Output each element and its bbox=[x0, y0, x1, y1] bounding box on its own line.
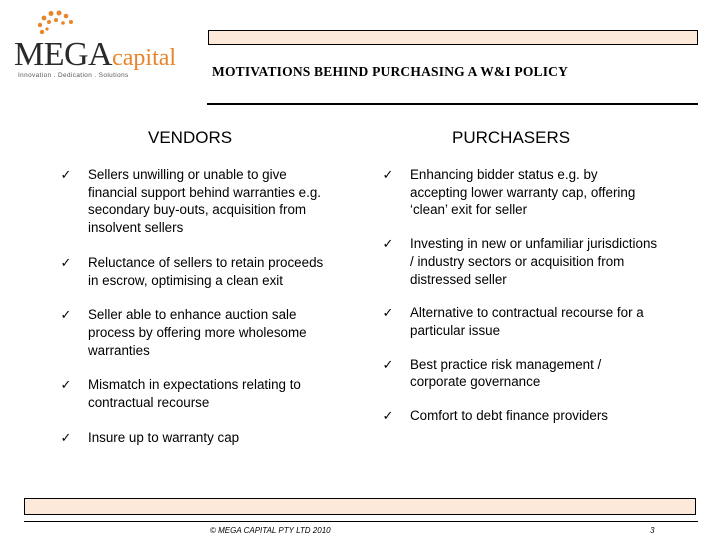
checkmark-icon: ✓ bbox=[382, 408, 394, 424]
list-item-text: Sellers unwilling or unable to give financial support behind warranties e.g. secondary buy-outs, acquisition from insolvent sellers bbox=[88, 167, 321, 236]
list-item bbox=[58, 166, 326, 237]
purchasers-list bbox=[380, 166, 658, 441]
list-item-text: Reluctance of sellers to retain proceeds in escrow, optimising a clean exit bbox=[88, 254, 324, 288]
list-item-text: Mismatch in expectations relating to contractual recourse bbox=[88, 377, 301, 411]
list-item-text: Comfort to debt finance providers bbox=[410, 408, 608, 424]
footer-copyright: © MEGA CAPITAL PTY LTD 2010 bbox=[210, 526, 331, 535]
list-item bbox=[58, 254, 326, 289]
checkmark-icon: ✓ bbox=[382, 305, 394, 321]
slide-title: MOTIVATIONS BEHIND PURCHASING A W&I POLICY bbox=[212, 64, 569, 79]
footer-accent-box bbox=[24, 498, 696, 515]
checkmark-icon: ✓ bbox=[60, 429, 72, 445]
list-item bbox=[380, 356, 658, 391]
list-item bbox=[380, 304, 658, 339]
checkmark-icon: ✓ bbox=[382, 167, 394, 182]
logo-wordmark bbox=[14, 38, 176, 72]
title-divider bbox=[207, 103, 698, 105]
list-item bbox=[58, 376, 326, 411]
list-item-text: Insure up to warranty cap bbox=[88, 429, 240, 445]
logo-mega-text: MEGA bbox=[14, 36, 113, 73]
vendors-heading: VENDORS bbox=[148, 128, 233, 147]
logo-dots-icon bbox=[36, 10, 76, 36]
list-item bbox=[380, 166, 658, 219]
footer-divider bbox=[24, 521, 698, 522]
list-item-text: Enhancing bidder status e.g. by accepting lower warranty cap, offering ‘clean’ exit for seller bbox=[410, 167, 636, 218]
logo-tagline: Innovation . Dedication . Solutions bbox=[18, 72, 129, 79]
logo-capital-text: capital bbox=[112, 45, 177, 71]
checkmark-icon: ✓ bbox=[60, 307, 72, 323]
list-item bbox=[380, 235, 658, 288]
list-item-text: Investing in new or unfamiliar jurisdictions / industry sectors or acquisition from distressed seller bbox=[410, 236, 658, 287]
purchasers-heading: PURCHASERS bbox=[452, 128, 571, 147]
list-item bbox=[58, 429, 326, 447]
checkmark-icon: ✓ bbox=[60, 167, 72, 182]
checkmark-icon: ✓ bbox=[60, 377, 72, 393]
list-item-text: Seller able to enhance auction sale process by offering more wholesome warranties bbox=[88, 307, 307, 358]
list-item-text: Alternative to contractual recourse for a particular issue bbox=[410, 305, 644, 338]
checkmark-icon: ✓ bbox=[382, 236, 394, 252]
header-accent-box bbox=[208, 30, 698, 45]
vendors-list bbox=[58, 166, 326, 463]
list-item bbox=[380, 407, 658, 425]
company-logo bbox=[14, 10, 194, 85]
checkmark-icon: ✓ bbox=[60, 254, 72, 270]
checkmark-icon: ✓ bbox=[382, 356, 394, 372]
list-item-text: Best practice risk management / corporate governance bbox=[410, 356, 602, 390]
list-item bbox=[58, 306, 326, 359]
page-number: 3 bbox=[650, 526, 655, 535]
